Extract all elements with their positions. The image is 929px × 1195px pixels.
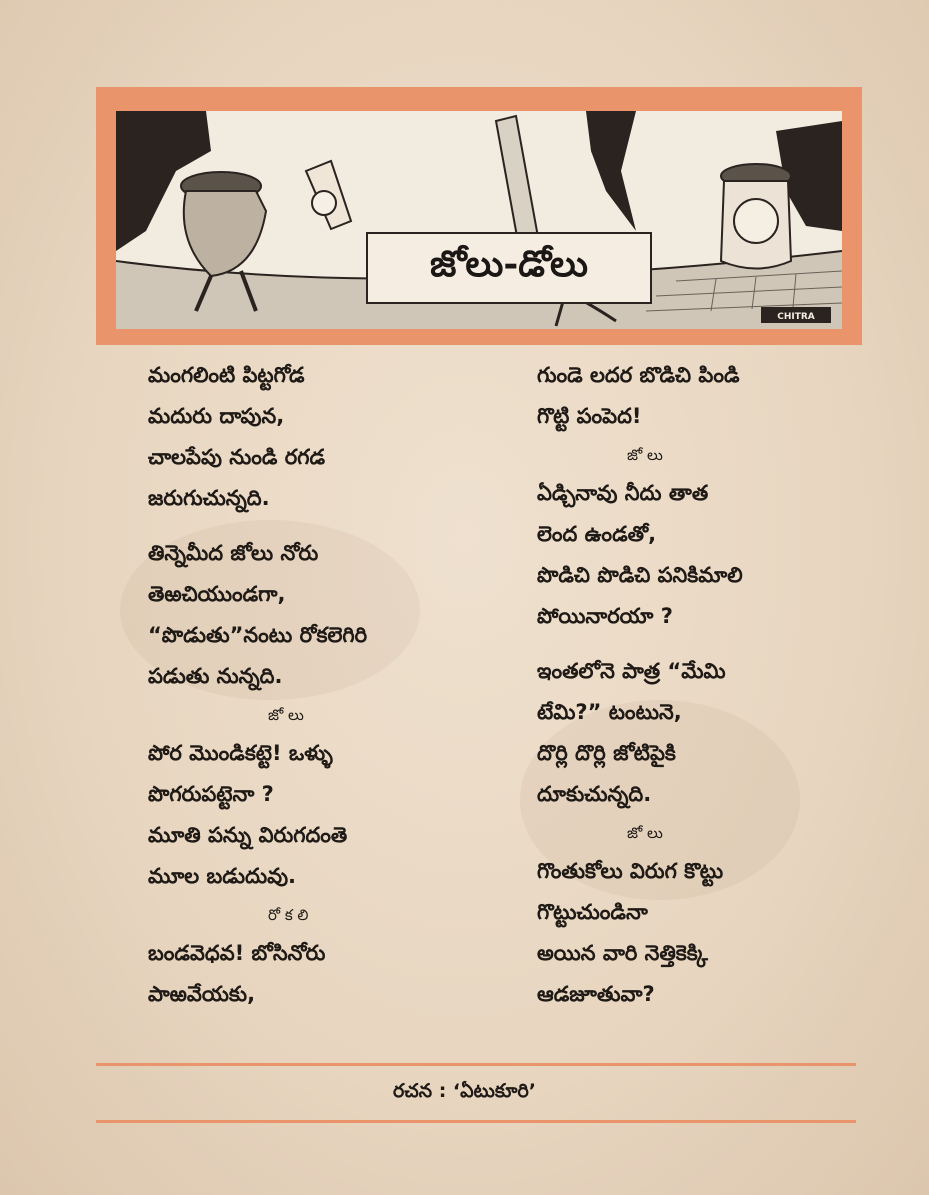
divider-bottom — [96, 1120, 856, 1123]
verse-line: తిన్నెమీద జోలు నోరు — [148, 541, 319, 565]
verse-line: గొట్టి పంపెద! — [537, 404, 642, 428]
verse-line: గొట్టుచుండినా — [537, 900, 648, 924]
verse-line: పోయినారయా ? — [537, 604, 673, 628]
verse-line: పొడిచి పొడిచి పనికిమాలి — [537, 563, 743, 587]
right-column — [537, 355, 877, 1015]
verse-line: లెంద ఉండతో, — [537, 522, 657, 546]
stanza-gap — [148, 519, 488, 533]
verse-line: తెఱచియుండగా, — [148, 582, 286, 606]
verse-line: మూల బడుదువు. — [148, 864, 297, 888]
verse-line: జరుగుచున్నది. — [148, 486, 270, 510]
verse-line: దూకుచున్నది. — [537, 782, 652, 806]
verse-line: పొగరుపట్టెనా ? — [148, 782, 274, 806]
divider-top — [96, 1063, 856, 1066]
title-banner — [96, 87, 862, 345]
verse-line: పాఱవేయకు, — [148, 982, 256, 1006]
stanza-gap — [537, 637, 877, 651]
page-title: జోలు-డోలు — [366, 232, 652, 304]
verse-line: మంగలింటి పిట్టగోడ — [148, 363, 305, 387]
banner-illustration — [116, 111, 842, 329]
artist-signature: CHITRA — [777, 312, 815, 322]
verse-line: మూతి పన్ను విరుగదంతె — [148, 823, 348, 847]
verse-line: మదురు దాపున, — [148, 404, 285, 428]
verse-line: దొర్లి దొర్లి జోటిపైకి — [537, 741, 676, 765]
speaker-label: జో లు — [268, 706, 304, 724]
verse-line: గొంతుకోలు విరుగ కొట్టు — [537, 859, 724, 883]
verse-line: పోర మొండికట్టె! ఒళ్ళు — [148, 741, 333, 765]
speaker-label: జో లు — [627, 446, 663, 464]
speaker-label: జో లు — [627, 824, 663, 842]
author-credit: రచన : ‘ఏటుకూరి’ — [393, 1080, 536, 1102]
verse-line: ఇంతలోనె పాత్ర “మేమి — [537, 659, 726, 683]
verse-line: ఏడ్చినావు నీదు తాత — [537, 481, 709, 505]
verse-line: చాలపేపు నుండి రగడ — [148, 445, 325, 469]
left-column — [148, 355, 488, 1015]
verse-line: అయిన వారి నెత్తికెక్కి — [537, 941, 708, 965]
verse-line: గుండె లదర బొడిచి పిండి — [537, 363, 740, 387]
verse-line: ఆడజూతువా? — [537, 982, 655, 1006]
verse-line: బండవెధవ! బోసినోరు — [148, 941, 326, 965]
speaker-label: రో క లి — [268, 906, 309, 924]
verse-line: “పొడుతు”నంటు రోకలెగిరి — [148, 623, 368, 647]
verse-line: పడుతు నున్నది. — [148, 664, 283, 688]
verse-line: టేమి?” టంటునె, — [537, 700, 682, 724]
